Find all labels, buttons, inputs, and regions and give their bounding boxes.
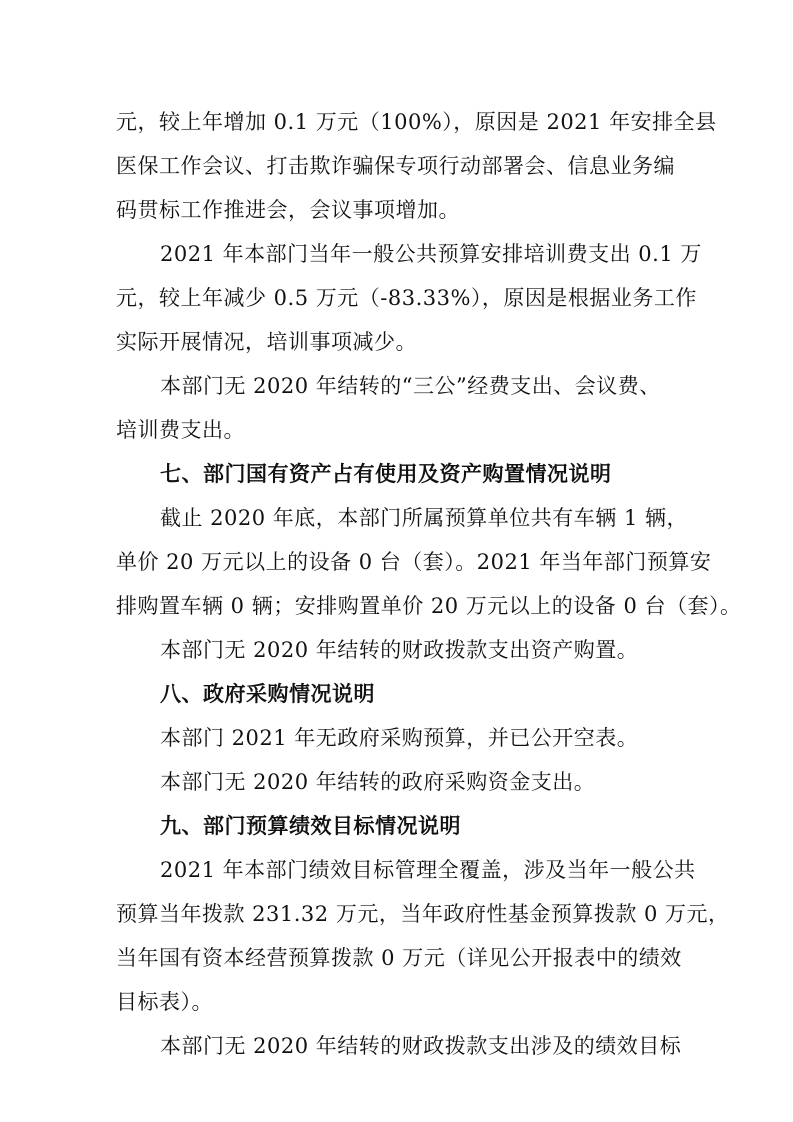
paragraph-line: 元，较上年增加 0.1 万元（100%），原因是 2021 年安排全县 — [116, 110, 717, 134]
paragraph-first-line: 本部门 2021 年无政府采购预算，并已公开空表。 — [160, 726, 639, 750]
paragraph-first-line: 2021 年本部门当年一般公共预算安排培训费支出 0.1 万 — [160, 242, 702, 266]
paragraph-line: 预算当年拨款 231.32 万元，当年政府性基金预算拨款 0 万元， — [116, 902, 730, 926]
paragraph-first-line: 截止 2020 年底，本部门所属预算单位共有车辆 1 辆， — [160, 506, 689, 530]
paragraph-line: 排购置车辆 0 辆；安排购置单价 20 万元以上的设备 0 台（套）。 — [116, 594, 742, 618]
paragraph-line: 实际开展情况，培训事项减少。 — [116, 330, 417, 354]
paragraph-line: 单价 20 万元以上的设备 0 台（套）。2021 年当年部门预算安 — [116, 550, 712, 574]
section-heading-8: 八、政府采购情况说明 — [160, 682, 375, 706]
paragraph-first-line: 本部门无 2020 年结转的财政拨款支出涉及的绩效目标 — [160, 1034, 682, 1058]
section-heading-9: 九、部门预算绩效目标情况说明 — [160, 814, 461, 838]
paragraph-first-line: 2021 年本部门绩效目标管理全覆盖，涉及当年一般公共 — [160, 858, 696, 882]
paragraph-line: 培训费支出。 — [116, 418, 245, 442]
paragraph-first-line: 本部门无 2020 年结转的财政拨款支出资产购置。 — [160, 638, 639, 662]
paragraph-line: 码贯标工作推进会，会议事项增加。 — [116, 198, 460, 222]
paragraph-line: 医保工作会议、打击欺诈骗保专项行动部署会、信息业务编 — [116, 154, 675, 178]
paragraph-first-line: 本部门无 2020 年结转的“三公”经费支出、会议费、 — [160, 374, 661, 398]
section-heading-7: 七、部门国有资产占有使用及资产购置情况说明 — [160, 462, 612, 486]
paragraph-line: 元，较上年减少 0.5 万元（-83.33%），原因是根据业务工作 — [116, 286, 697, 310]
paragraph-first-line: 本部门无 2020 年结转的政府采购资金支出。 — [160, 770, 596, 794]
paragraph-line: 目标表）。 — [116, 990, 213, 1014]
paragraph-line: 当年国有资本经营预算拨款 0 万元（详见公开报表中的绩效 — [116, 946, 682, 970]
